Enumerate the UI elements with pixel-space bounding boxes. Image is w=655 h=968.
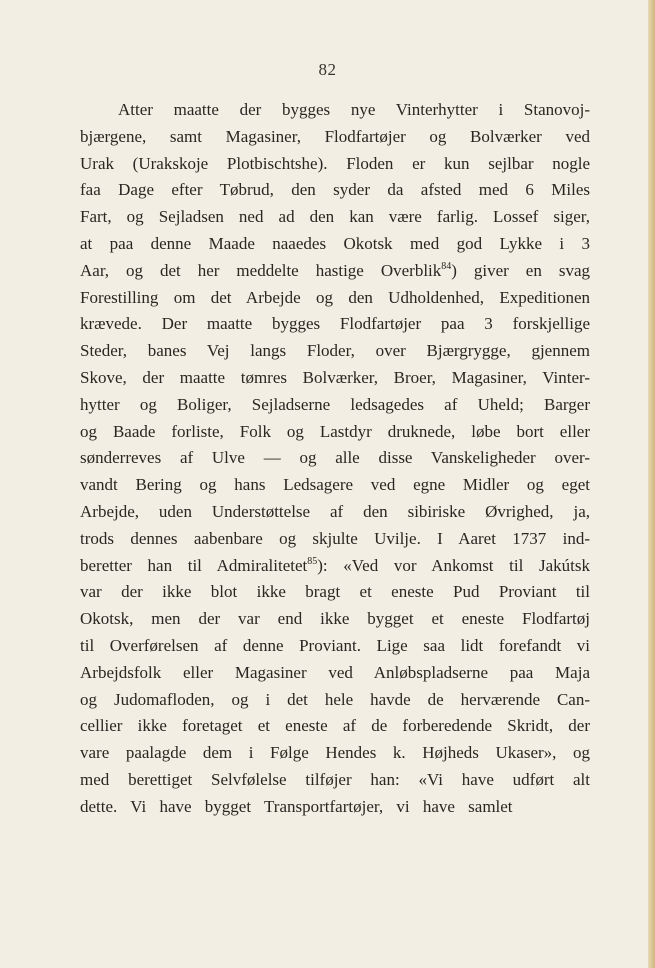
text-line: Arbejdsfolk eller Magasiner ved Anløbspladserne paa Maja (80, 662, 590, 682)
page-number: 82 (318, 60, 337, 79)
text-line: og Judomafloden, og i det hele havde de herværende Can- (80, 689, 590, 709)
text-line: Arbejde, uden Understøttelse af den sibiriske Øvrighed, ja, (80, 501, 590, 521)
text-line: Forestilling om det Arbejde og den Udholdenhed, Expeditionen (80, 287, 590, 307)
footnote-ref-84: 84 (441, 260, 452, 272)
text-line-with-footnote (80, 553, 590, 580)
text-line: Skove, der maatte tømres Bolværker, Broer, Magasiner, Vinter- (80, 367, 590, 387)
text-line: hytter og Boliger, Sejladserne ledsagedes af Uheld; Barger (80, 394, 590, 414)
text-line: med berettiget Selvfølelse tilføjer han: «Vi have udført alt (80, 769, 590, 789)
text-line: Atter maatte der bygges nye Vinterhytter i Stanovoj- (118, 100, 590, 119)
text-line: faa Dage efter Tøbrud, den syder da afsted med 6 Miles (80, 180, 590, 200)
text-line: Fart, og Sejladsen ned ad den kan være farlig. Lossef siger, (80, 207, 590, 227)
text-line: sønderreves af Ulve — og alle disse Vanskeligheder over- (80, 448, 590, 468)
text-line: cellier ikke foretaget et eneste af de forberedende Skridt, der (80, 716, 590, 736)
text-line-with-footnote (80, 258, 590, 285)
text-line-part: ) giver en svag (451, 260, 590, 280)
text-line: trods dennes aabenbare og skjulte Uvilje. I Aaret 1737 ind- (80, 528, 590, 548)
text-line: var der ikke blot ikke bragt et eneste Pud Proviant til (80, 582, 590, 602)
text-line: dette. Vi have bygget Transportfartøjer, vi have samlet (80, 796, 513, 816)
text-line: bjærgene, samt Magasiner, Flodfartøjer og Bolværker ved (80, 126, 590, 146)
text-line-part: ): «Ved vor Ankomst til Jakútsk (317, 555, 590, 575)
text-line: Urak (Urakskoje Plotbischtshe). Floden er kun sejlbar nogle (80, 153, 590, 173)
text-line: vare paalagde dem i Følge Hendes k. Højheds Ukaser», og (80, 743, 590, 763)
footnote-ref-85: 85 (307, 555, 318, 567)
text-line: vandt Bering og hans Ledsagere ved egne Midler og eget (80, 475, 590, 495)
text-line: at paa denne Maade naaedes Okotsk med god Lykke i 3 (80, 233, 590, 253)
text-line: Steder, banes Vej langs Floder, over Bjærgrygge, gjennem (80, 341, 590, 361)
text-line-part: Aar, og det her meddelte hastige Overblik (80, 260, 442, 280)
body-text (80, 97, 590, 821)
page-edge (648, 0, 655, 968)
text-line-part: beretter han til Admiralitetet (80, 555, 308, 575)
text-line: krævede. Der maatte bygges Flodfartøjer paa 3 forskjellige (80, 314, 590, 334)
text-line: og Baade forliste, Folk og Lastdyr druknede, løbe bort eller (80, 421, 590, 441)
text-line: til Overførelsen af denne Proviant. Lige saa lidt forefandt vi (80, 635, 590, 655)
text-line: Okotsk, men der var end ikke bygget et eneste Flodfartøj (80, 609, 590, 629)
